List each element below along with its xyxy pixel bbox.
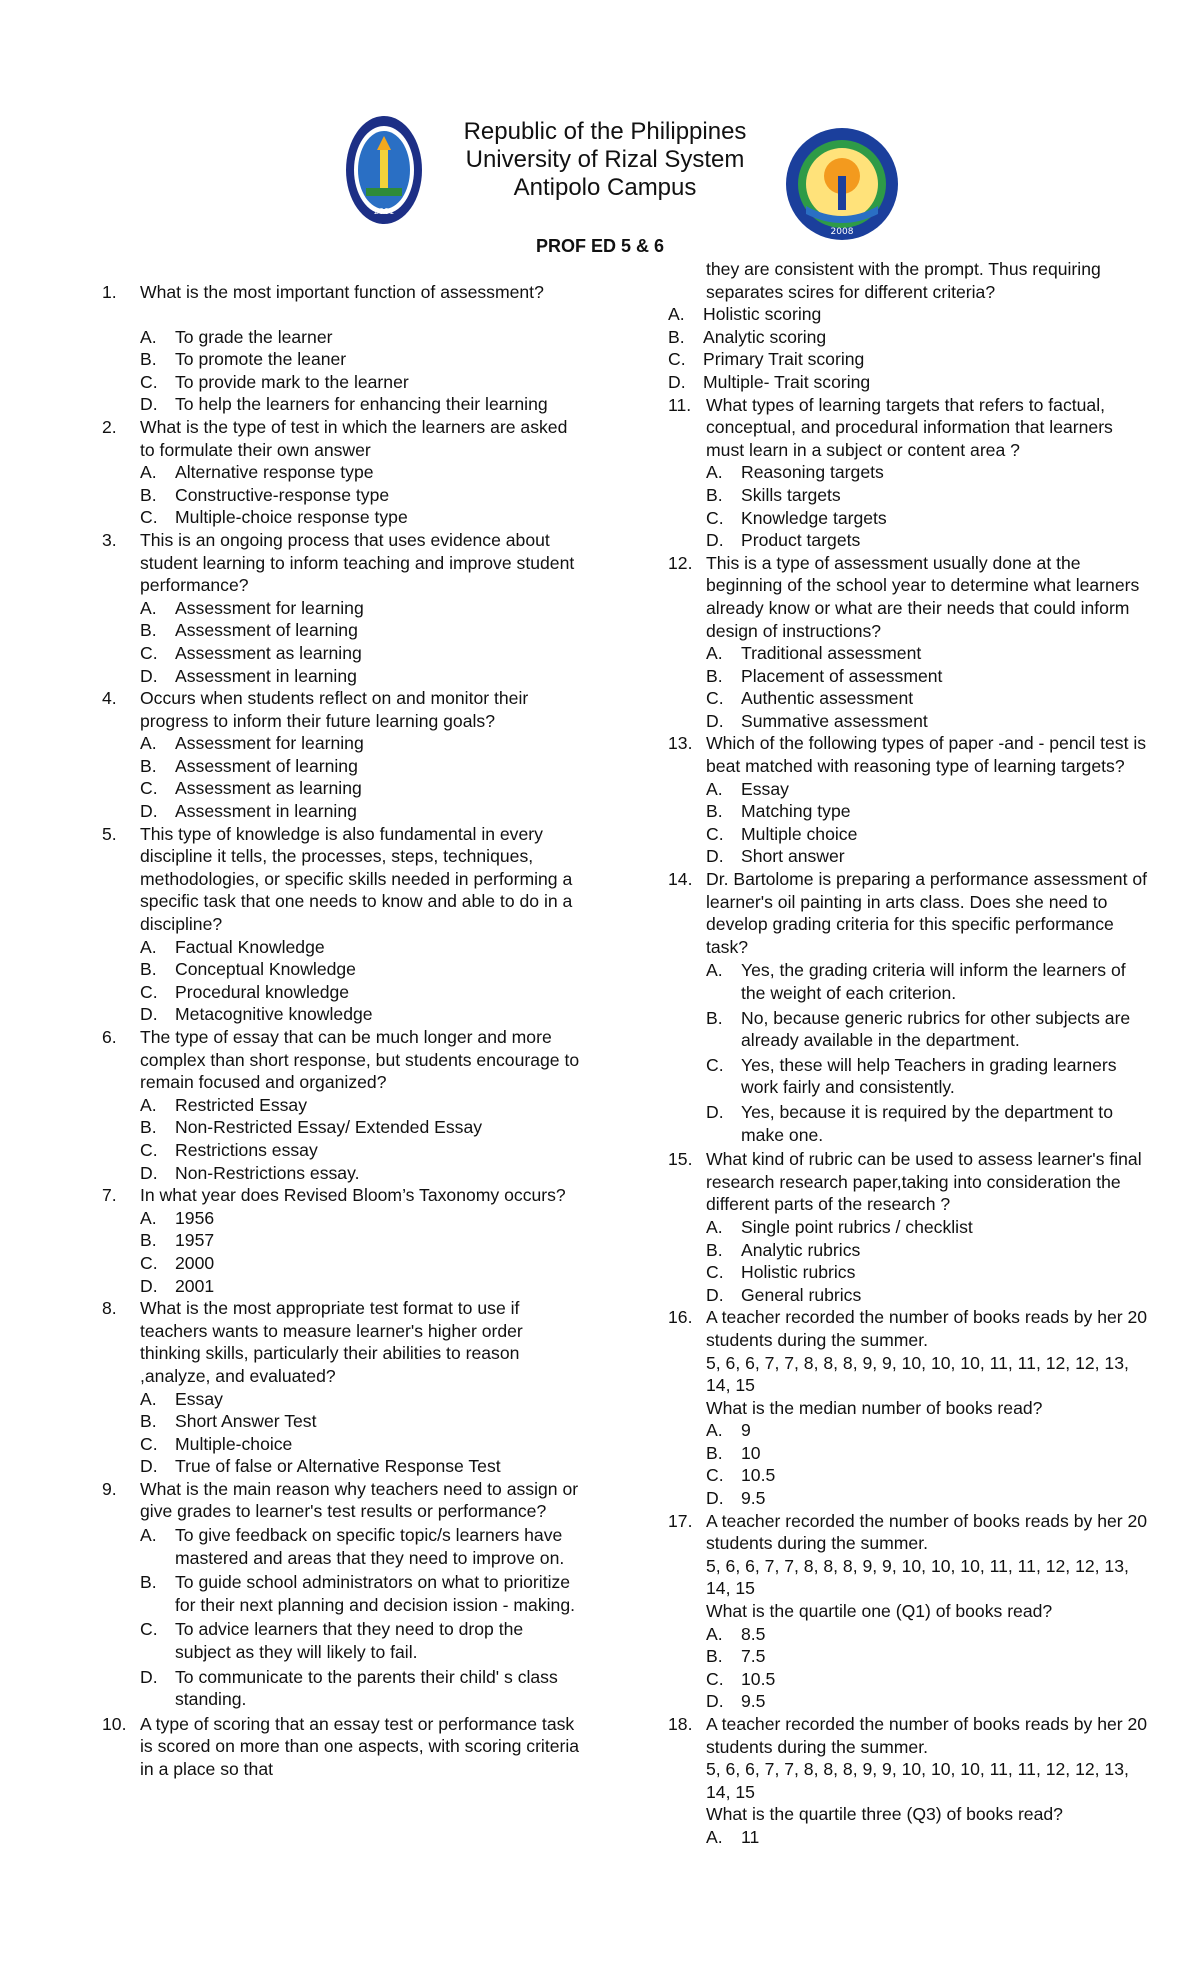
option-text: 2001 [175, 1275, 215, 1296]
answer-option [140, 1410, 582, 1433]
option-text: True of false or Alternative Response Test [175, 1456, 501, 1477]
option-text: General rubrics [741, 1284, 862, 1305]
question-number: 7. [102, 1185, 117, 1206]
option-text: Primary Trait scoring [703, 349, 865, 370]
option-letter: C. [668, 349, 686, 370]
question-number: 4. [102, 688, 117, 709]
answer-option [140, 1388, 582, 1411]
question-15-options [706, 1216, 1148, 1306]
option-letter: B. [140, 1117, 157, 1138]
option-letter: A. [706, 1420, 723, 1441]
option-text: To give feedback on specific topic/s learners have mastered and areas that they need to improve on. [175, 1525, 565, 1568]
question-1 [102, 281, 582, 416]
question-17 [668, 1510, 1148, 1713]
option-letter: B. [140, 484, 157, 505]
answer-option [140, 777, 582, 800]
option-letter: A. [140, 462, 157, 483]
answer-option [706, 1101, 1148, 1146]
option-letter: B. [140, 755, 157, 776]
question-number: 12. [668, 552, 693, 573]
option-letter: D. [140, 1004, 158, 1025]
question-number: 13. [668, 733, 693, 754]
answer-option [140, 800, 582, 823]
option-text: Factual Knowledge [175, 936, 325, 957]
option-letter: C. [140, 371, 158, 392]
option-text: Authentic assessment [741, 688, 914, 709]
question-2-options [140, 461, 582, 529]
answer-option [706, 1623, 1148, 1646]
option-text: Holistic rubrics [741, 1262, 856, 1283]
option-letter: B. [140, 349, 157, 370]
question-number: 5. [102, 823, 117, 844]
answer-option [706, 1419, 1148, 1442]
answer-option [140, 958, 582, 981]
heading-line-campus: Antipolo Campus [513, 174, 697, 201]
answer-option [140, 1455, 582, 1478]
option-letter: B. [706, 665, 723, 686]
answer-option [706, 1645, 1148, 1668]
option-text: Essay [175, 1388, 223, 1409]
question-text: A teacher recorded the number of books reads by her 20 students during the summer. [706, 1307, 1148, 1350]
answer-option [706, 1054, 1148, 1099]
exam-title: PROF ED 5 & 6 [535, 236, 665, 256]
answer-option [140, 1666, 582, 1711]
answer-option [140, 1229, 582, 1252]
question-16 [668, 1306, 1148, 1509]
answer-option [140, 1275, 582, 1298]
option-letter: C. [706, 688, 724, 709]
question-3 [102, 529, 582, 687]
question-text: This is an ongoing process that uses evidence about student learning to inform teaching and improve student performance? [140, 529, 575, 596]
answer-option [140, 484, 582, 507]
question-text: Dr. Bartolome is preparing a performance assessment of learner's oil painting in arts class. Does she need to develop grading criteria for this specific performance task? [706, 869, 1148, 957]
option-text: Analytic scoring [703, 326, 827, 347]
option-letter: B. [140, 959, 157, 980]
answer-option [706, 1464, 1148, 1487]
option-text: Analytic rubrics [741, 1239, 861, 1260]
question-number: 16. [668, 1307, 693, 1328]
option-text: To advice learners that they need to drop the subject as they will likely to fail. [175, 1619, 524, 1663]
option-text: 9 [741, 1420, 751, 1441]
heading-line-university: University of Rizal System [465, 146, 745, 173]
option-letter: C. [140, 778, 158, 799]
option-text: Assessment in learning [175, 665, 357, 686]
answer-option [140, 348, 582, 371]
option-text: 7.5 [741, 1646, 766, 1667]
question-number: 10. [102, 1713, 127, 1734]
question-text: The type of essay that can be much longer and more complex than short response, but students encourage to remain focused and organized? [140, 1027, 580, 1093]
answer-option [668, 303, 1148, 326]
option-letter: C. [706, 1054, 724, 1075]
option-letter: C. [140, 507, 158, 528]
option-text: Yes, these will help Teachers in grading learners work fairly and consistently. [741, 1054, 1117, 1098]
option-text: Reasoning targets [741, 462, 884, 483]
option-text: Essay [741, 778, 789, 799]
answer-option [140, 665, 582, 688]
option-text: Procedural knowledge [175, 981, 350, 1002]
question-number: 3. [102, 529, 117, 550]
answer-option [140, 642, 582, 665]
option-text: Multiple-choice response type [175, 507, 408, 528]
option-text: Assessment for learning [175, 733, 364, 754]
option-text: 11 [741, 1826, 760, 1847]
option-letter: C. [706, 823, 724, 844]
question-number: 6. [102, 1027, 117, 1047]
option-letter: B. [140, 1572, 157, 1593]
question-10-continuation: they are consistent with the prompt. Thus requiring separates scires for different criteria? [706, 259, 1101, 302]
option-text: Metacognitive knowledge [175, 1004, 373, 1025]
option-text: Single point rubrics / checklist [741, 1216, 973, 1237]
answer-option [706, 1690, 1148, 1713]
option-text: Yes, because it is required by the department to make one. [741, 1101, 1113, 1145]
spacer [140, 304, 582, 326]
option-text: Assessment of learning [175, 620, 358, 641]
question-text: Occurs when students reflect on and monitor their progress to inform their future learning goals? [140, 688, 529, 731]
question-text: What is the most appropriate test format to use if teachers wants to measure learner's higher order thinking skills, particularly their abilities to reason ,analyze, and evaluated? [140, 1298, 523, 1386]
option-letter: D. [706, 530, 724, 551]
question-text: What types of learning targets that refers to factual, conceptual, and procedural information that learners must learn in a subject or content area ? [706, 394, 1113, 460]
option-letter: B. [706, 1239, 723, 1260]
answer-option [140, 732, 582, 755]
answer-option [706, 959, 1148, 1004]
option-letter: D. [140, 394, 158, 415]
question-number: 15. [668, 1149, 693, 1170]
option-letter: A. [706, 1623, 723, 1644]
option-text: 1957 [175, 1230, 215, 1251]
answer-option [706, 800, 1148, 823]
option-letter: C. [140, 1619, 158, 1640]
question-text: What kind of rubric can be used to assess learner's final research research paper,taking into consideration the different parts of the research ? [706, 1149, 1142, 1215]
question-18-options [706, 1826, 1148, 1849]
answer-option [706, 1239, 1148, 1262]
question-13-options [706, 778, 1148, 868]
option-text: Assessment for learning [175, 597, 364, 618]
option-text: 1956 [175, 1207, 215, 1228]
option-letter: A. [706, 1216, 723, 1237]
option-text: 10.5 [741, 1668, 776, 1689]
institution-heading [420, 118, 790, 202]
option-letter: B. [140, 620, 157, 641]
option-text: Assessment as learning [175, 778, 362, 799]
option-text: 2000 [175, 1252, 215, 1273]
question-number: 18. [668, 1714, 693, 1734]
option-letter: D. [706, 1284, 724, 1305]
question-text: What is the most important function of assessment? [140, 282, 544, 302]
option-text: Placement of assessment [741, 665, 943, 686]
answer-option [140, 461, 582, 484]
question-detail: 5, 6, 6, 7, 7, 8, 8, 8, 9, 9, 10, 10, 10, 11, 11, 12, 12, 13, 14, 15 [706, 1759, 1129, 1802]
option-text: Short Answer Test [175, 1411, 317, 1432]
option-letter: A. [706, 960, 723, 981]
question-detail: 5, 6, 6, 7, 7, 8, 8, 8, 9, 9, 10, 10, 10, 11, 11, 12, 12, 13, 14, 15 [706, 1352, 1129, 1396]
question-2 [102, 416, 582, 529]
answer-option [140, 1162, 582, 1185]
university-seal-logo [344, 114, 424, 226]
option-text: Restrictions essay [175, 1139, 318, 1160]
option-text: 10 [741, 1442, 761, 1463]
question-17-options [706, 1623, 1148, 1713]
question-number: 2. [102, 416, 117, 437]
option-letter: C. [140, 1433, 158, 1454]
option-letter: A. [140, 1094, 157, 1115]
option-letter: A. [706, 462, 723, 483]
option-letter: C. [140, 1139, 158, 1160]
option-letter: D. [140, 801, 158, 822]
option-text: Short answer [741, 846, 845, 867]
answer-option [706, 710, 1148, 733]
option-letter: A. [706, 778, 723, 799]
right-column [668, 258, 1148, 1849]
question-11 [668, 394, 1148, 552]
answer-option [706, 1261, 1148, 1284]
option-letter: B. [140, 1230, 157, 1251]
answer-option [140, 981, 582, 1004]
question-13 [668, 732, 1148, 868]
question-14-options [706, 959, 1148, 1146]
question-4 [102, 687, 582, 823]
option-text: To communicate to the parents their child' s class standing. [175, 1666, 558, 1710]
question-12 [668, 552, 1148, 733]
answer-option [706, 1826, 1148, 1849]
question-number: 9. [102, 1478, 117, 1499]
option-letter: C. [140, 642, 158, 663]
answer-option [140, 936, 582, 959]
question-18 [668, 1713, 1148, 1849]
answer-option [706, 529, 1148, 552]
answer-option [140, 326, 582, 349]
option-text: Non-Restricted Essay/ Extended Essay [175, 1117, 483, 1138]
answer-option [706, 823, 1148, 846]
answer-option [668, 326, 1148, 349]
question-number: 8. [102, 1298, 117, 1319]
option-text: Assessment in learning [175, 801, 357, 822]
answer-option [706, 845, 1148, 868]
option-letter: B. [706, 801, 723, 822]
option-letter: D. [140, 1456, 158, 1477]
option-letter: D. [706, 1488, 724, 1509]
option-letter: A. [706, 1826, 723, 1847]
option-letter: B. [706, 484, 723, 505]
question-detail: What is the quartile three (Q3) of books read? [706, 1804, 1063, 1825]
option-letter: A. [140, 1207, 157, 1228]
answer-option [140, 619, 582, 642]
answer-option [140, 1252, 582, 1275]
question-text: What is the main reason why teachers need to assign or give grades to learner's test results or performance? [140, 1478, 579, 1522]
option-letter: D. [706, 1101, 724, 1122]
question-6 [102, 1026, 582, 1184]
option-letter: C. [140, 981, 158, 1002]
option-letter: A. [140, 733, 157, 754]
question-10-options [668, 303, 1148, 393]
option-letter: D. [140, 1666, 158, 1687]
question-number: 17. [668, 1510, 693, 1531]
college-of-education-logo [784, 126, 900, 242]
option-letter: D. [706, 846, 724, 867]
option-letter: A. [140, 936, 157, 957]
option-text: Assessment of learning [175, 755, 358, 776]
question-14 [668, 868, 1148, 1146]
option-letter: B. [706, 1442, 723, 1463]
question-text: This type of knowledge is also fundamental in every discipline it tells, the processes, steps, techniques, methodologies, or specific skills needed in performing a specific task that one needs to know and able to do in a discipline? [140, 823, 573, 935]
option-text: Traditional assessment [741, 643, 922, 664]
option-letter: C. [706, 1465, 724, 1486]
option-text: Knowledge targets [741, 507, 887, 528]
question-text: This is a type of assessment usually done at the beginning of the school year to determine what learners already know or what are their needs that could inform design of instructions? [706, 552, 1140, 641]
question-15 [668, 1148, 1148, 1306]
option-text: No, because generic rubrics for other subjects are already available in the department. [741, 1007, 1131, 1051]
option-letter: C. [706, 1262, 724, 1283]
option-text: Yes, the grading criteria will inform the learners of the weight of each criterion. [741, 960, 1126, 1003]
answer-option [140, 393, 582, 416]
option-text: Summative assessment [741, 710, 928, 731]
option-letter: C. [140, 1252, 158, 1273]
question-9-options [140, 1524, 582, 1711]
answer-option [706, 1284, 1148, 1307]
option-letter: B. [668, 326, 685, 347]
question-detail: What is the quartile one (Q1) of books read? [706, 1601, 1053, 1622]
answer-option [668, 348, 1148, 371]
option-letter: A. [140, 326, 157, 347]
option-text: To guide school administrators on what to prioritize for their next planning and decision ission - making. [175, 1572, 575, 1615]
document-header [0, 112, 1200, 242]
answer-option [140, 1524, 582, 1569]
option-letter: D. [140, 665, 158, 686]
option-letter: A. [706, 643, 723, 664]
question-detail: 5, 6, 6, 7, 7, 8, 8, 8, 9, 9, 10, 10, 10, 11, 11, 12, 12, 13, 14, 15 [706, 1555, 1129, 1599]
question-3-options [140, 597, 582, 687]
option-text: To grade the learner [175, 326, 333, 347]
answer-option [706, 778, 1148, 801]
option-text: Skills targets [741, 484, 841, 505]
answer-option [140, 1433, 582, 1456]
answer-option [140, 755, 582, 778]
left-column [102, 281, 582, 1781]
question-detail: What is the median number of books read? [706, 1397, 1043, 1418]
option-text: Holistic scoring [703, 304, 822, 325]
option-text: 9.5 [741, 1691, 766, 1712]
option-text: 9.5 [741, 1488, 766, 1509]
option-text: Alternative response type [175, 462, 374, 483]
question-7-options [140, 1207, 582, 1297]
answer-option [706, 461, 1148, 484]
option-letter: B. [706, 1007, 723, 1028]
option-letter: A. [140, 1525, 157, 1546]
answer-option [140, 1094, 582, 1117]
answer-option [140, 1116, 582, 1139]
question-text: Which of the following types of paper -and - pencil test is beat matched with reasoning type of learning targets? [706, 733, 1147, 777]
option-letter: B. [706, 1646, 723, 1667]
answer-option [706, 1007, 1148, 1052]
question-9 [102, 1478, 582, 1711]
answer-option [140, 1571, 582, 1616]
question-6-options [140, 1094, 582, 1184]
seal-year: 2001 [373, 207, 395, 216]
answer-option [140, 1003, 582, 1026]
option-text: Restricted Essay [175, 1094, 307, 1115]
question-text: In what year does Revised Bloom’s Taxonomy occurs? [140, 1185, 566, 1206]
option-text: Assessment as learning [175, 642, 362, 663]
option-text: Multiple- Trait scoring [703, 371, 871, 392]
question-number: 14. [668, 869, 693, 890]
option-text: Matching type [741, 801, 851, 822]
option-text: 10.5 [741, 1465, 776, 1486]
question-8-options [140, 1388, 582, 1478]
heading-line-country: Republic of the Philippines [463, 118, 747, 145]
question-7 [102, 1184, 582, 1297]
question-text: A teacher recorded the number of books reads by her 20 students during the summer. [706, 1714, 1148, 1757]
question-text: A type of scoring that an essay test or performance task is scored on more than one aspects, with scoring criteria in a place so that [140, 1713, 580, 1779]
answer-option [668, 371, 1148, 394]
answer-option [706, 642, 1148, 665]
logo-year: 2008 [830, 227, 854, 237]
answer-option [140, 1139, 582, 1162]
question-8 [102, 1297, 582, 1478]
option-text: Constructive-response type [175, 484, 390, 505]
answer-option [706, 1216, 1148, 1239]
answer-option [706, 1487, 1148, 1510]
option-text: Conceptual Knowledge [175, 959, 356, 980]
option-letter: D. [706, 1691, 724, 1712]
answer-option [140, 506, 582, 529]
question-number: 1. [102, 282, 117, 302]
option-text: Multiple-choice [175, 1433, 293, 1454]
question-text: What is the type of test in which the learners are asked to formulate their own answer [140, 416, 568, 460]
option-letter: A. [140, 597, 157, 618]
question-5-options [140, 936, 582, 1026]
answer-option [140, 597, 582, 620]
option-text: Non-Restrictions essay. [175, 1162, 360, 1183]
question-number: 11. [668, 394, 692, 415]
question-10 [102, 1713, 582, 1781]
option-text: To help the learners for enhancing their learning [175, 394, 548, 415]
option-letter: C. [706, 507, 724, 528]
question-1-options [140, 326, 582, 416]
option-text: To promote the leaner [175, 349, 347, 370]
answer-option [706, 665, 1148, 688]
answer-option [140, 1207, 582, 1230]
option-text: To provide mark to the learner [175, 371, 409, 392]
option-text: 8.5 [741, 1623, 766, 1644]
question-16-options [706, 1419, 1148, 1509]
option-letter: D. [140, 1162, 158, 1183]
option-letter: D. [140, 1275, 158, 1296]
option-letter: D. [706, 710, 724, 731]
option-text: Product targets [741, 530, 861, 551]
option-letter: A. [140, 1388, 157, 1409]
question-4-options [140, 732, 582, 822]
option-letter: B. [140, 1411, 157, 1432]
answer-option [706, 1442, 1148, 1465]
option-letter: C. [706, 1668, 724, 1689]
option-letter: D. [668, 371, 686, 392]
question-11-options [706, 461, 1148, 551]
answer-option [140, 1618, 582, 1663]
option-letter: A. [668, 304, 685, 325]
option-text: Multiple choice [741, 823, 858, 844]
question-5 [102, 823, 582, 1026]
answer-option [706, 687, 1148, 710]
answer-option [706, 507, 1148, 530]
question-12-options [706, 642, 1148, 732]
answer-option [140, 371, 582, 394]
question-text: A teacher recorded the number of books reads by her 20 students during the summer. [706, 1510, 1148, 1554]
answer-option [706, 1668, 1148, 1691]
answer-option [706, 484, 1148, 507]
